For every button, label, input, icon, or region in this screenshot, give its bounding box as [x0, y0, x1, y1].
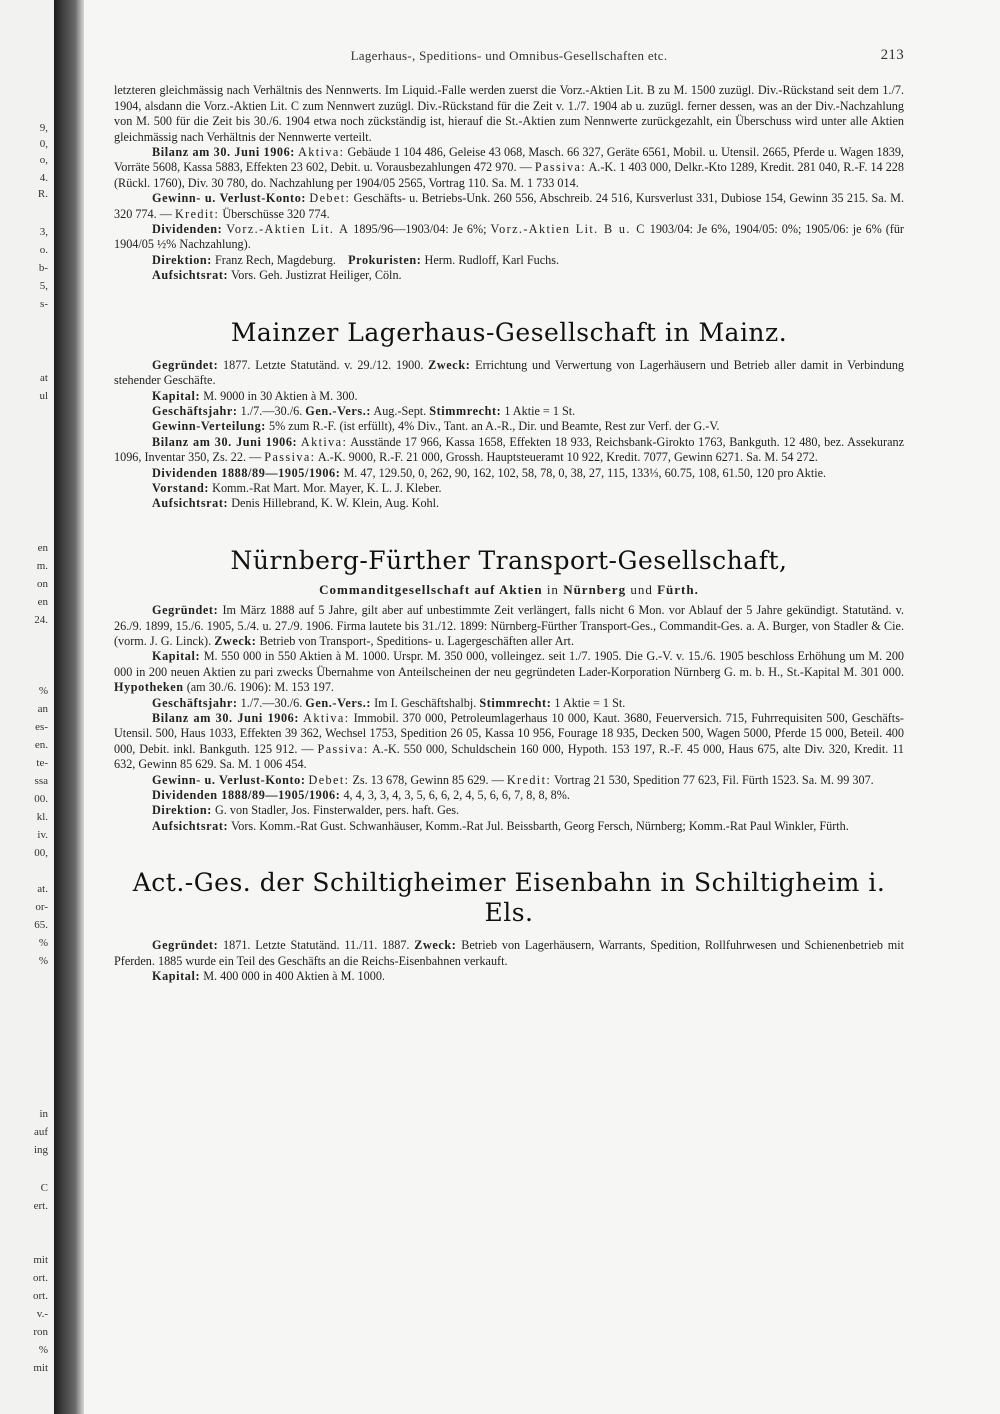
label-aufsichtsrat: Aufsichtsrat:	[152, 268, 229, 283]
label-gegruendet: Gegründet:	[152, 603, 219, 618]
paragraph-aufsichtsrat	[114, 268, 904, 283]
paragraph-dividenden	[114, 466, 904, 481]
left-page-fragment: 4.	[39, 172, 48, 184]
left-page-fragment: te-	[36, 757, 48, 769]
text-aktiva: Gebäude 1 104 486, Geleise 43 068, Masch. 66 327, Geräte 6561, Mobil. u. Utensil. 2665, Pferde u. Wagen 1839, Vorräte 5608, Kassa 5883, Effekten 23 602, Debit. u. Vorausbezahlungen 472 970. —	[114, 145, 904, 175]
text-gen-vers: Im I. Geschäftshalbj.	[374, 695, 477, 710]
paragraph-geschaeftsjahr	[114, 404, 904, 419]
text-gegruendet: 1871. Letzte Statutänd. 11./11. 1887.	[223, 938, 410, 953]
label-gegruendet: Gegründet:	[152, 357, 219, 372]
running-head	[114, 48, 904, 63]
left-page-fragment: 65.	[34, 919, 48, 931]
text-kapital: M. 400 000 in 400 Aktien à M. 1000.	[203, 969, 385, 984]
text-div-2: 1903/04: Je 6%, 1904/05: 0%; 1905/06: je 6% (für 1904/05 ½% Nachzahlung).	[114, 222, 904, 252]
label-gewinnverteilung: Gewinn-Verteilung:	[152, 419, 266, 434]
paragraph-bilanz	[114, 435, 904, 466]
paragraph-direktion	[114, 253, 904, 268]
left-page-fragment: kl.	[36, 811, 48, 823]
label-gen-vers: Gen.-Vers.:	[305, 695, 372, 710]
left-page-fragment: mit	[33, 1254, 48, 1266]
paragraph-vorstand	[114, 481, 904, 496]
paragraph-bilanz	[114, 145, 904, 191]
paragraph-gegruendet	[114, 938, 904, 969]
paragraph-aufsichtsrat	[114, 496, 904, 511]
label-vorstand: Vorstand:	[152, 480, 210, 495]
left-page-fragment: %	[38, 1344, 48, 1356]
subtitle-part: Nürnberg	[563, 581, 627, 597]
text-debet: Zs. 13 678, Gewinn 85 629. —	[352, 772, 504, 787]
subtitle-part: in	[546, 581, 559, 597]
label-zweck: Zweck:	[414, 938, 457, 953]
label-direktion: Direktion:	[152, 252, 212, 267]
label-vorz-bc: Vorz.-Aktien Lit. B u. C	[490, 222, 646, 237]
subtitle-part: Commanditgesellschaft auf Aktien	[319, 581, 543, 597]
label-debet: Debet:	[309, 191, 351, 206]
label-bilanz: Bilanz am 30. Juni 1906:	[152, 711, 300, 725]
label-bilanz: Bilanz am 30. Juni 1906:	[152, 145, 295, 160]
left-page-fragment: en	[37, 596, 48, 608]
label-aufsichtsrat: Aufsichtsrat:	[152, 818, 229, 833]
text-stimmrecht: 1 Aktie = 1 St.	[554, 695, 626, 710]
label-kapital: Kapital:	[152, 649, 201, 664]
label-direktion: Direktion:	[152, 803, 212, 818]
paragraph-kapital	[114, 389, 904, 404]
book-gutter	[54, 0, 84, 1414]
text-zweck: Errichtung und Verwertung von Lagerhäusern und Betrieb aller damit in Verbindung stehender Geschäfte.	[114, 357, 905, 388]
left-page-fragment: 5,	[39, 280, 48, 292]
text-passiva: A.-K. 550 000, Schuldschein 160 000, Hypoth. 153 197, R.-F. 45 000, Haus 675, alte Div. 320, Kredit. 11 632, Gewinn 85 629. Sa. M. 1 006 454.	[114, 741, 905, 772]
section-nuernberg-fuerther	[114, 546, 904, 835]
text-debet: Geschäfts- u. Betriebs-Unk. 260 556, Abschreib. 24 516, Kursverlust 331, Dubiose 154, Gewinn 35 215. Sa. M. 320 774. —	[114, 191, 904, 221]
left-page-fragment: %	[38, 955, 48, 967]
text-geschaeftsjahr: 1./7.—30./6.	[240, 695, 303, 710]
paragraph-liquidation: letzteren gleichmässig nach Verhältnis des Nennwerts. Im Liquid.-Falle werden zuerst die Vorz.-Aktien Lit. B zu M. 1500 zuzügl. Div.-Rückstand seit dem 1./7. 1904, alsdann die Vorz.-Aktien Lit. C zum Nennwert zuzügl. Div.-Rückstand für die Zeit v. 1./7. 1904 ab u. zuzügl. ferner dessen, was an der Div.-Nachzahlung von M. 500 für die Zeit bis 30./6. 1904 etwa noch zückständig ist, hierauf die St.-Aktien zum Nennwerte zurückgezahlt, ein Überschuss wird unter alle Aktien gleichmässig nach Verhältnis der Nennwerte verteilt.	[114, 83, 904, 144]
text-passiva: A.-K. 1 403 000, Delkr.-Kto 1289, Kredit. 281 040, R.-F. 14 228 (Rückl. 1760), Div. 30 780, do. Nachzahlung per 1904/05 2565, Vortrag 110. Sa. M. 1 733 014.	[114, 160, 904, 190]
text-dividenden: M. 47, 129.50, 0, 262, 90, 162, 102, 58, 78, 0, 38, 27, 115, 133⅓, 60.75, 108, 61.50, 120 pro Aktie.	[343, 465, 827, 480]
label-prokuristen: Prokuristen:	[348, 252, 422, 267]
left-page-fragment: ort.	[33, 1290, 48, 1302]
label-gen-vers: Gen.-Vers.:	[305, 403, 372, 418]
paragraph-dividenden	[114, 788, 904, 803]
page	[84, 0, 1000, 1414]
paragraph-gewinnverteilung	[114, 419, 904, 434]
paragraph-gegruendet	[114, 603, 904, 649]
running-title: Lagerhaus-, Speditions- und Omnibus-Gesellschaften etc.	[350, 48, 668, 63]
left-page-fragment: 3,	[39, 226, 48, 238]
left-page-fragment: %	[38, 937, 48, 949]
paragraph-direktion	[114, 803, 904, 818]
text-aufsichtsrat: Vors. Geh. Justizrat Heiliger, Cöln.	[231, 268, 402, 283]
label-vorz-a: Vorz.-Aktien Lit. A	[226, 222, 350, 237]
label-passiva: Passiva:	[534, 160, 587, 175]
text-aktiva: Ausstände 17 966, Kassa 1658, Effekten 18 933, Reichsbank-Girokto 1763, Bankguth. 12 480, bez. Assekuranz 1096, Inventar 350, Zs. 22. —	[114, 434, 904, 465]
text-zweck: Betrieb von Transport-, Speditions- u. Lagergeschäften aller Art.	[259, 633, 574, 648]
left-page-fragment: ing	[33, 1144, 48, 1156]
left-page-fragment: an	[37, 703, 48, 715]
company-title: Act.-Ges. der Schiltigheimer Eisenbahn in Schiltigheim i. Els.	[132, 868, 886, 928]
section-mainzer-lagerhaus	[114, 318, 904, 512]
label-passiva: Passiva:	[264, 450, 316, 465]
company-title: Nürnberg-Fürther Transport-Gesellschaft,	[230, 545, 788, 575]
left-page-fragment: in	[39, 1108, 48, 1120]
left-page-fragment: o,	[39, 154, 48, 166]
left-page-fragment: ort.	[33, 1272, 48, 1284]
left-page-fragment: 0,	[39, 138, 48, 150]
left-page-fragment: ul	[39, 390, 48, 402]
paragraph-kapital	[114, 649, 904, 695]
label-aktiva: Aktiva:	[298, 145, 345, 160]
text-vorstand: Komm.-Rat Mart. Mor. Mayer, K. L. J. Kleber.	[212, 480, 442, 495]
label-kredit: Kredit:	[174, 206, 220, 221]
left-page-edge	[0, 0, 54, 1414]
paragraph-aufsichtsrat	[114, 819, 904, 834]
text-dividenden: 4, 4, 3, 3, 4, 3, 5, 6, 6, 2, 4, 5, 6, 6, 7, 8, 8, 8%.	[343, 788, 570, 803]
left-page-fragment: m.	[36, 560, 48, 572]
label-stimmrecht: Stimmrecht:	[429, 403, 502, 418]
section-continuation	[114, 83, 904, 283]
paragraph-guv	[114, 773, 904, 788]
label-hypotheken: Hypotheken	[114, 680, 184, 695]
label-passiva: Passiva:	[317, 741, 369, 756]
company-subtitle	[114, 582, 904, 597]
text-gegruendet: Im März 1888 auf 5 Jahre, gilt aber auf unbestimmte Zeit verlängert, falls nicht 6 Mon. vor Ablauf der 5 Jahre gekündigt. Statutänd. v. 26./9. 1899, 15./6. 1905, 5./4. u. 27./9. 1906. Firma lautete bis 31./12. 1899: Nürnberg-Fürther Transport-Ges., Commandit-Ges. a. A. Burger, von Stadler & Cie. (vorm. J. G. Linck).	[114, 603, 905, 648]
text-kapital: M. 550 000 in 550 Aktien à M. 1000. Urspr. M. 350 000, volleingez. seit 1./7. 1905. Die G.-V. v. 15./6. 1905 beschloss Erhöhung um M. 200 000 in 200 neuen Aktien zu pari zwecks Übernahme von Anteilscheinen der neu gegründeten Lader-Korporation Nürnberg G. m. b. H., St.-Kapital M. 301 000.	[114, 649, 905, 679]
subtitle-part: Fürth.	[657, 581, 699, 597]
left-page-fragment: ron	[33, 1326, 48, 1338]
label-debet: Debet:	[308, 772, 350, 787]
left-page-fragment: on	[37, 578, 48, 590]
text-direktion: G. von Stadler, Jos. Finsterwalder, pers. haft. Ges.	[215, 803, 460, 818]
left-page-fragment: ert.	[33, 1200, 48, 1212]
text-hypotheken: (am 30./6. 1906): M. 153 197.	[186, 680, 334, 695]
left-page-fragment: es-	[35, 721, 48, 733]
left-page-fragment: %	[38, 685, 48, 697]
text-prokuristen: Herm. Rudloff, Karl Fuchs.	[424, 252, 560, 267]
left-page-fragment: s-	[40, 298, 48, 310]
text-passiva: A.-K. 9000, R.-F. 21 000, Grossh. Hauptsteueramt 10 922, Kredit. 7077, Gewinn 6271. Sa. M. 54 272.	[317, 450, 818, 465]
left-page-fragment: auf	[33, 1126, 48, 1138]
page-number: 213	[880, 47, 904, 63]
text-aufsichtsrat: Denis Hillebrand, K. W. Klein, Aug. Kohl.	[231, 496, 440, 511]
label-geschaeftsjahr: Geschäftsjahr:	[152, 403, 238, 418]
left-page-fragment: 9,	[39, 122, 48, 134]
left-page-fragment: v.-	[36, 1308, 48, 1320]
paragraph-geschaeftsjahr	[114, 696, 904, 711]
paragraph-kapital	[114, 969, 904, 984]
section-schiltigheimer-eisenbahn	[114, 868, 904, 984]
left-page-fragment: o.	[39, 244, 48, 256]
label-guv: Gewinn- u. Verlust-Konto:	[152, 772, 306, 787]
company-title: Mainzer Lagerhaus-Gesellschaft in Mainz.	[230, 317, 788, 347]
label-stimmrecht: Stimmrecht:	[479, 695, 552, 710]
left-page-fragment: 24.	[34, 614, 48, 626]
left-page-fragment: b-	[38, 262, 48, 274]
text-aufsichtsrat: Vors. Komm.-Rat Gust. Schwanhäuser, Komm.-Rat Jul. Beissbarth, Georg Fersch, Nürnberg; Komm.-Rat Paul Winkler, Fürth.	[231, 818, 849, 833]
left-page-fragment: ssa	[34, 775, 48, 787]
label-kapital: Kapital:	[152, 388, 201, 403]
label-aufsichtsrat: Aufsichtsrat:	[152, 496, 229, 511]
left-page-fragment: at	[40, 372, 48, 384]
label-kredit: Kredit:	[506, 772, 552, 787]
text-kredit: Vortrag 21 530, Spedition 77 623, Fil. Fürth 1523. Sa. M. 99 307.	[554, 772, 874, 787]
paragraph-gegruendet	[114, 358, 904, 389]
text-div-1: 1895/96—1903/04: Je 6%;	[353, 222, 487, 237]
left-page-fragment: C	[40, 1182, 48, 1194]
text-gegruendet: 1877. Letzte Statutänd. v. 29./12. 1900.	[223, 357, 424, 372]
label-zweck: Zweck:	[214, 633, 257, 648]
left-page-fragment: mit	[33, 1362, 48, 1374]
left-page-fragment: R.	[37, 188, 48, 200]
text-gen-vers: Aug.-Sept.	[373, 403, 427, 418]
label-dividenden: Dividenden 1888/89—1905/1906:	[152, 465, 341, 480]
page-content	[114, 48, 904, 984]
label-zweck: Zweck:	[428, 357, 471, 372]
label-dividenden: Dividenden 1888/89—1905/1906:	[152, 788, 341, 803]
paragraph-dividenden	[114, 222, 904, 253]
left-page-fragment: 00.	[34, 793, 48, 805]
label-gegruendet: Gegründet:	[152, 938, 219, 953]
left-page-fragment: en.	[34, 739, 48, 751]
text-kapital: M. 9000 in 30 Aktien à M. 300.	[203, 388, 358, 403]
text-direktion: Franz Rech, Magdeburg.	[215, 252, 336, 267]
label-bilanz: Bilanz am 30. Juni 1906:	[152, 434, 298, 449]
paragraph-bilanz	[114, 711, 904, 773]
left-page-fragment: en	[37, 542, 48, 554]
left-page-fragment: iv.	[37, 829, 48, 841]
subtitle-part: und	[630, 581, 653, 597]
text-zweck: Betrieb von Lagerhäusern, Warrants, Spedition, Rollfuhrwesen und Schienenbetrieb mit Pferden. 1885 wurde ein Teil des Geschäfts an die Reichs-Eisenbahnen verkauft.	[114, 938, 905, 968]
label-aktiva: Aktiva:	[303, 711, 350, 725]
label-aktiva: Aktiva:	[300, 434, 348, 449]
left-page-fragment: or-	[35, 901, 48, 913]
text-geschaeftsjahr: 1./7.—30./6.	[240, 403, 303, 418]
paragraph-guv	[114, 191, 904, 222]
text-gewinnverteilung: 5% zum R.-F. (ist erfüllt), 4% Div., Tant. an A.-R., Dir. und Beamte, Rest zur Verf. der G.-V.	[269, 419, 720, 434]
label-kapital: Kapital:	[152, 969, 201, 984]
text-stimmrecht: 1 Aktie = 1 St.	[504, 403, 576, 418]
left-page-fragment: 00,	[34, 847, 48, 859]
text-aktiva: Immobil. 370 000, Petroleumlagerhaus 10 000, Kaut. 3680, Feuerversich. 715, Fuhrrequisiten 500, Geschäfts-Utensil. 500, Haus 1033, Effekten 39 362, Wechsel 1753, Spedition 26 05, Kassa 10 956, Fourage 18 935, Decken 500, Wagen 5000, Pferde 15 000, Beteil. 400 000, Debit. inkl. Bankguth. 125 912. —	[114, 711, 904, 756]
text-kredit: Überschüsse 320 774.	[222, 206, 330, 221]
label-guv: Gewinn- u. Verlust-Konto:	[152, 191, 307, 206]
left-page-fragment: at.	[37, 883, 48, 895]
label-geschaeftsjahr: Geschäftsjahr:	[152, 695, 238, 710]
label-dividenden: Dividenden:	[152, 222, 223, 237]
